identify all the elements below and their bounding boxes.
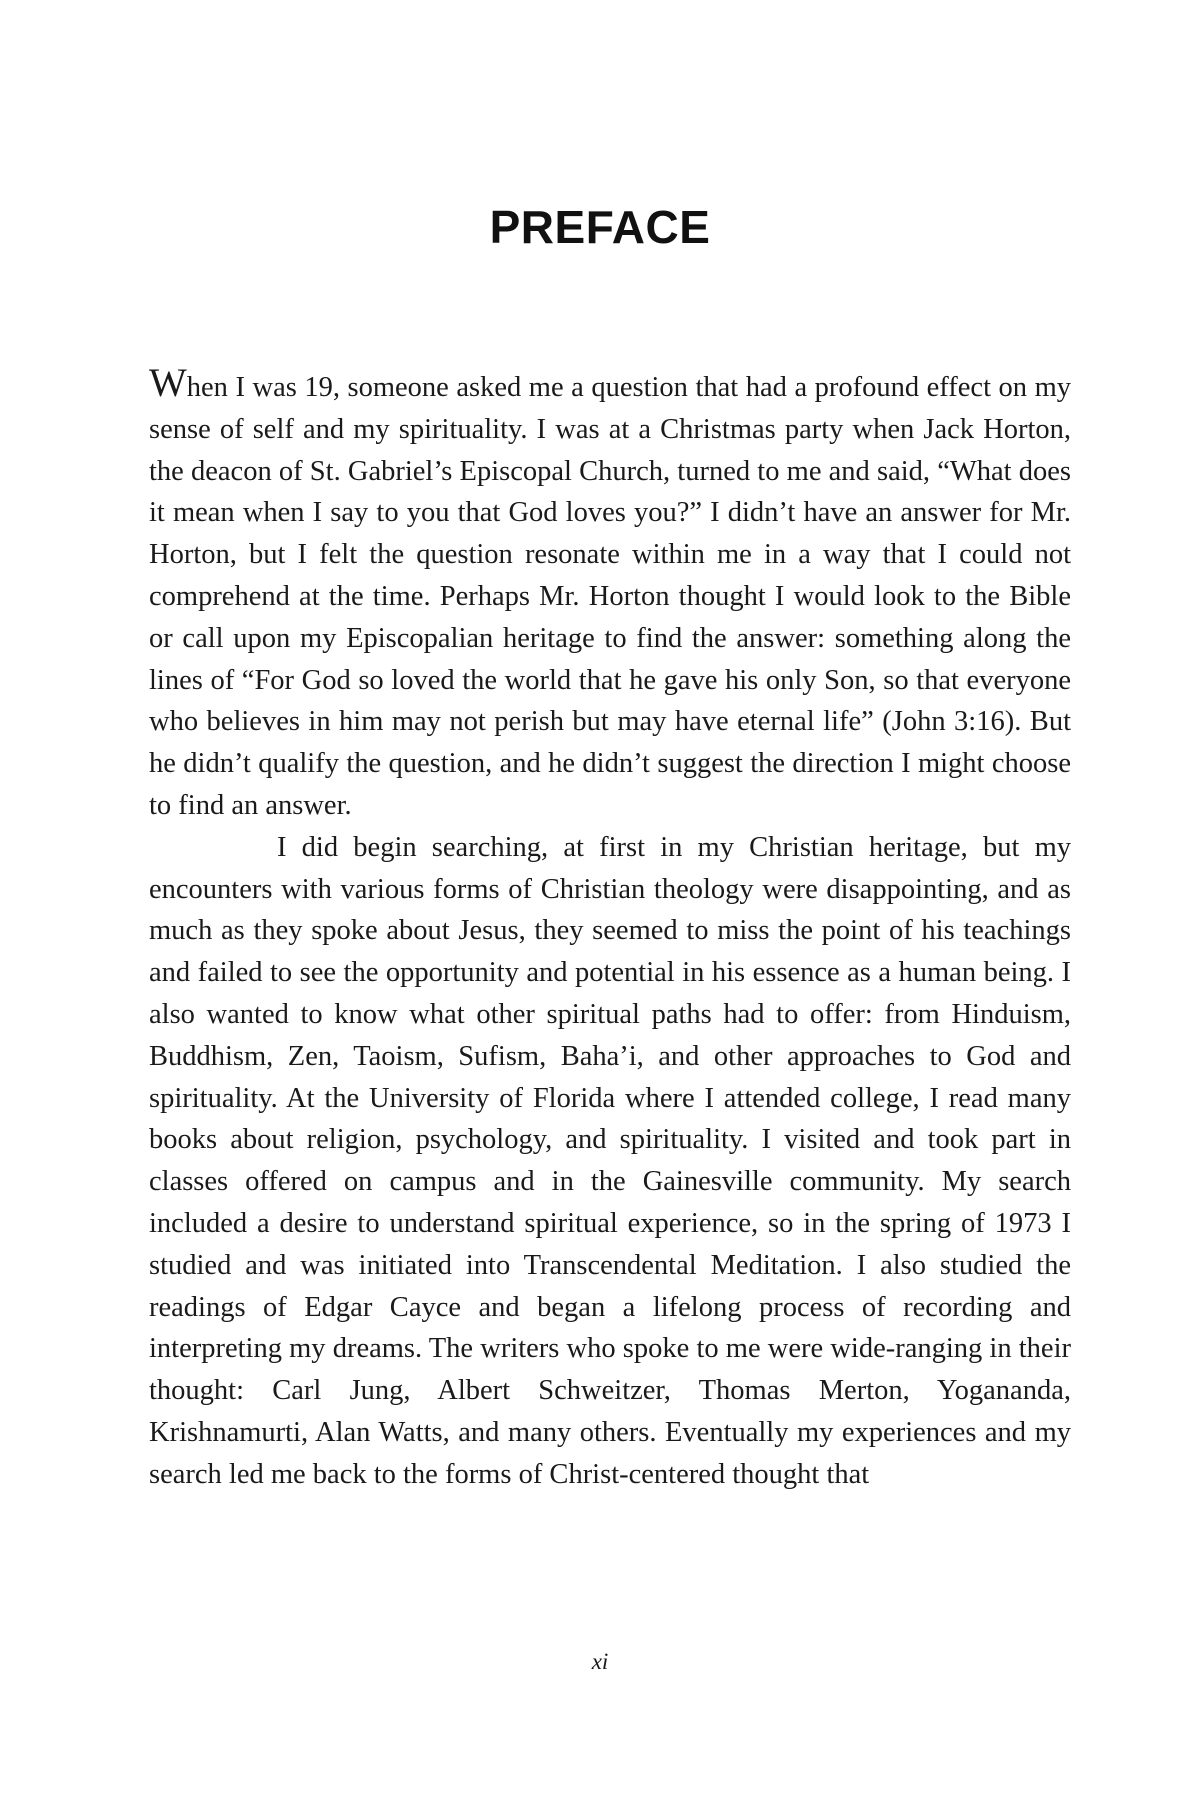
drop-cap: W [149,360,187,405]
paragraph-2: I did begin searching, at first in my Christian heritage, but my encounters with various forms of Christian theology were disappointing, and as much as they spoke about Jesus, they seemed to miss the point of his teachings and failed to see the opportunity and potential in his essence as a human being. I also wanted to know what other spiritual paths had to offer: from Hinduism, Buddhism, Zen, Taoism, Sufism, Baha’i, and other approaches to God and spirituality. At the University of Florida where I attended college, I read many books about religion, psychology, and spirituality. I visited and took part in classes offered on campus and in the Gainesville community. My search included a desire to understand spiritual experience, so in the spring of 1973 I studied and was initiated into Transcendental Meditation. I also studied the readings of Edgar Cayce and began a lifelong process of recording and interpreting my dreams. The writers who spoke to me were wide-ranging in their thought: Carl Jung, Albert Schweitzer, Thomas Merton, Yogananda, Krishnamurti, Alan Watts, and many others. Eventually my experiences and my search led me back to the forms of Christ-centered thought that [149,831,1071,1490]
paragraph-1-text: hen I was 19, someone asked me a question that had a profound effect on my sense of self and my spirituality. I was at a Christmas party when Jack Horton, the deacon of St. Gabriel’s Episcopal Church, turned to me and said, “What does it mean when I say to you that God loves you?” I didn’t have an answer for Mr. Horton, but I felt the question resonate within me in a way that I could not comprehend at the time. Perhaps Mr. Horton thought I would look to the Bible or call upon my Episcopalian heritage to find the answer: something along the lines of “For God so loved the world that he gave his only Son, so that everyone who believes in him may not perish but may have eternal life” (John 3:16). But he didn’t qualify the question, and he didn’t suggest the direction I might choose to find an answer. [149,372,1071,821]
body-text [149,360,1071,1496]
paragraph-1 [149,360,1071,827]
page-number: xi [591,1649,609,1674]
chapter-title: PREFACE [489,201,711,253]
